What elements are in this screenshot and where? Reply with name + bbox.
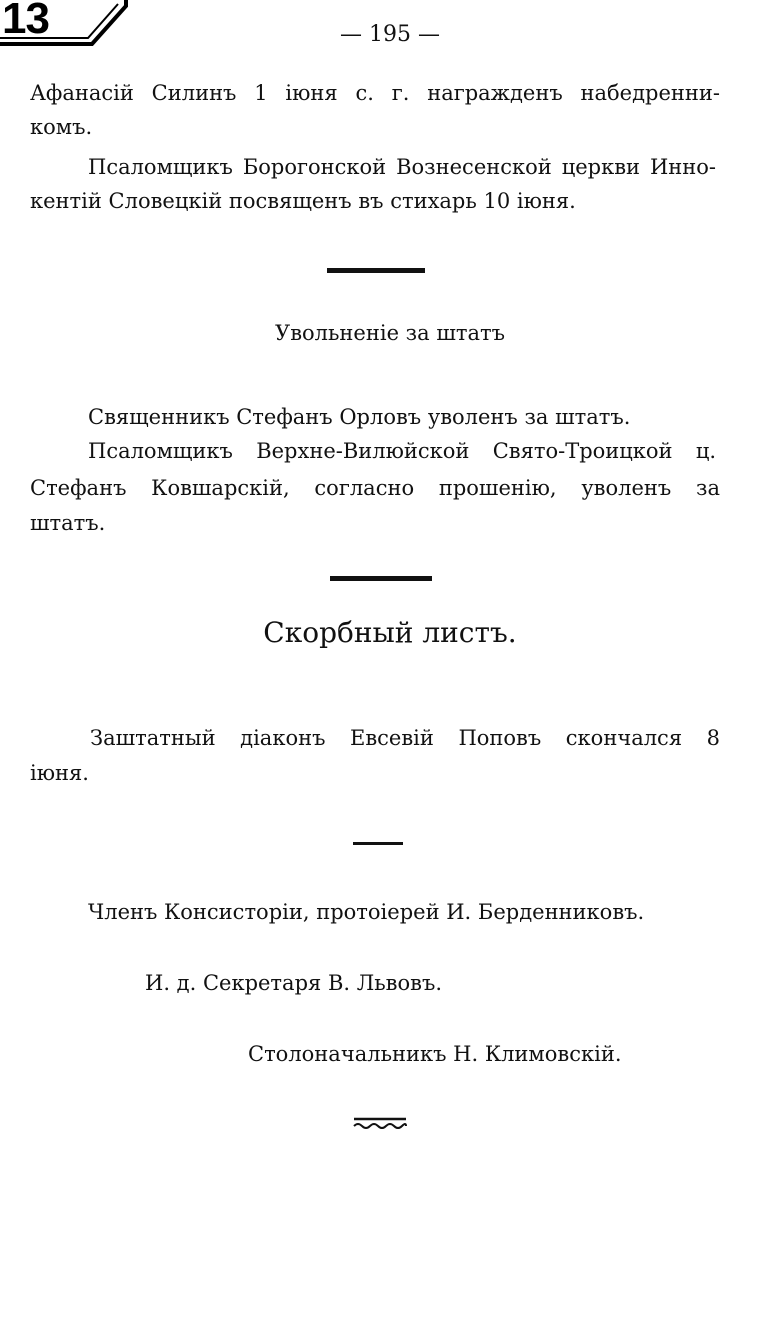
paragraph-line: штатъ. bbox=[30, 511, 106, 535]
section-divider bbox=[353, 842, 403, 845]
paragraph-line: Афанасій Силинъ 1 іюня с. г. награжденъ набедренни- bbox=[30, 81, 720, 105]
paragraph-line: Стефанъ Ковшарскій, согласно прошенію, уволенъ за bbox=[30, 476, 720, 500]
section-divider bbox=[330, 576, 432, 581]
paragraph-line: Псаломщикъ Верхне-Вилюйской Свято-Троицкой ц. bbox=[88, 439, 716, 463]
signature-member: Членъ Консисторіи, протоіерей И. Берденниковъ. bbox=[88, 900, 645, 924]
section-heading-dismissal: Увольненіе за штатъ bbox=[275, 321, 505, 345]
signature-clerk: Столоначальникъ Н. Климовскій. bbox=[248, 1042, 622, 1066]
paragraph-line: Заштатный діаконъ Евсевій Поповъ скончался 8 bbox=[90, 726, 720, 750]
section-divider bbox=[327, 268, 425, 273]
paragraph-line: Священникъ Стефанъ Орловъ уволенъ за штатъ. bbox=[88, 405, 631, 429]
paragraph-line: Псаломщикъ Борогонской Вознесенской церкви Инно- bbox=[88, 155, 716, 179]
section-heading-mourning: Скорбный листъ. bbox=[263, 616, 517, 649]
paragraph-line: кентій Словецкій посвященъ въ стихарь 10 іюня. bbox=[30, 189, 576, 213]
end-ornament bbox=[352, 1116, 408, 1130]
paragraph-line: іюня. bbox=[30, 761, 89, 785]
signature-secretary: И. д. Секретаря В. Львовъ. bbox=[145, 971, 443, 995]
corner-stamp-number: 13 bbox=[2, 0, 49, 43]
paragraph-line: комъ. bbox=[30, 115, 93, 139]
page-number: — 195 — bbox=[340, 22, 440, 47]
